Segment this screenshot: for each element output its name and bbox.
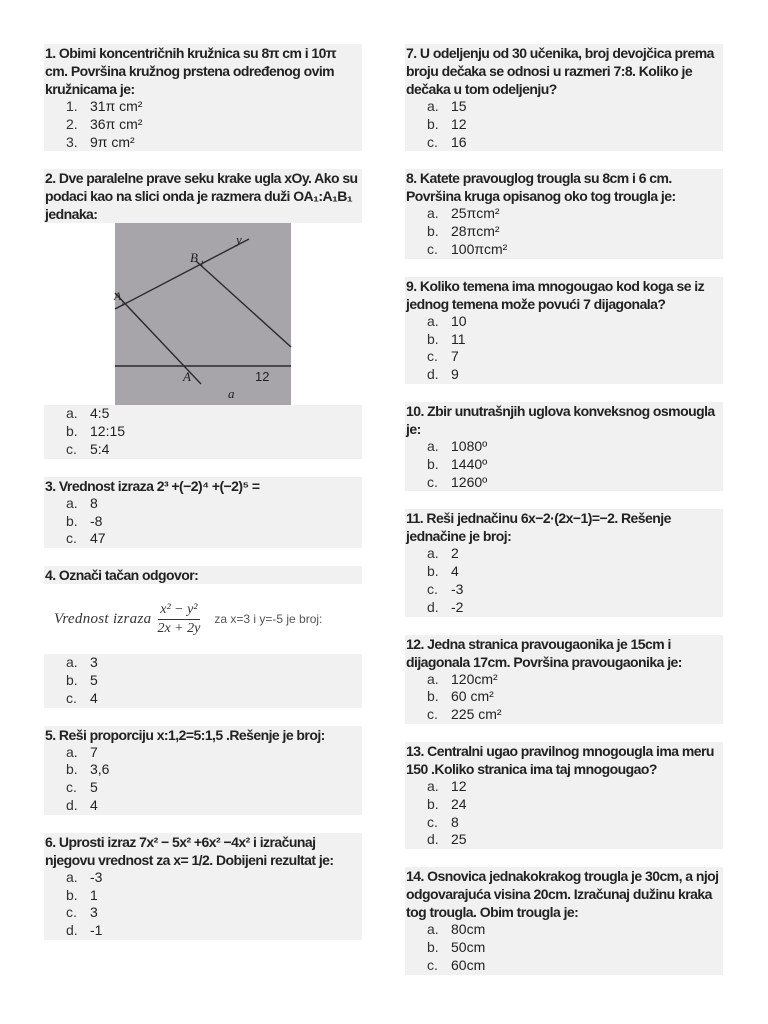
option-text: 15 (451, 98, 467, 114)
option-text: 12 (451, 777, 467, 794)
option-text: 9 (451, 366, 459, 383)
option-text: 12 (451, 115, 467, 132)
answer-option[interactable] (405, 957, 723, 975)
answer-options (405, 313, 723, 384)
answer-option[interactable] (44, 530, 362, 548)
question-1 (44, 44, 362, 151)
option-text: 16 (451, 133, 467, 150)
question-11 (405, 509, 723, 616)
option-text: 50cm (451, 938, 486, 955)
option-marker: 2. (66, 115, 78, 132)
label-a: A (183, 369, 191, 385)
angle-figure-drawing (115, 223, 291, 405)
answer-option[interactable] (405, 796, 723, 814)
answer-options (44, 654, 362, 707)
answer-option[interactable] (44, 869, 362, 887)
option-marker: b. (427, 938, 439, 955)
answer-option[interactable] (44, 797, 362, 815)
option-marker: b. (427, 223, 439, 240)
answer-option[interactable] (405, 348, 723, 366)
option-marker: b. (427, 563, 439, 580)
question-6 (44, 833, 362, 940)
option-marker: a. (427, 205, 439, 222)
formula-tail-text: za x=3 i y=-5 je broj: (214, 612, 323, 627)
right-question-column (405, 44, 723, 993)
answer-options (405, 438, 723, 491)
label-a1-subscript: 1 (121, 300, 125, 309)
option-text: 25πcm² (451, 205, 500, 222)
answer-option[interactable] (405, 688, 723, 706)
option-text: 36π cm² (90, 115, 143, 132)
option-text: 8 (451, 813, 459, 830)
question-text: 14. Osnovica jednakokrakog trougla je 30cm, a njoj odgovarajuća visina 20cm. Izračunaj dužinu kraka tog trougla. Obim trougla je: (405, 867, 723, 921)
answer-option[interactable] (405, 313, 723, 331)
option-text: 1 (90, 886, 98, 903)
option-marker: c. (427, 580, 438, 597)
answer-option[interactable] (44, 513, 362, 531)
label-12: 12 (255, 369, 270, 385)
answer-option[interactable] (405, 366, 723, 384)
option-marker: a. (427, 921, 439, 938)
option-text: 5 (90, 779, 98, 796)
answer-options (405, 921, 723, 974)
label-y: y (236, 232, 242, 248)
question-5 (44, 726, 362, 815)
label-b1-subscript: 1 (200, 259, 204, 269)
option-text: 24 (451, 795, 467, 812)
option-marker: 1. (66, 98, 78, 114)
answer-option[interactable] (44, 672, 362, 690)
option-text: 120cm² (451, 670, 498, 687)
answer-option[interactable] (44, 922, 362, 940)
answer-option[interactable] (44, 405, 362, 423)
option-marker: b. (427, 795, 439, 812)
answer-options (405, 671, 723, 724)
option-text: 5 (90, 671, 98, 688)
question-text: 11. Reši jednačinu 6x−2·(2x−1)=−2. Rešenje jednačine je broj: (405, 509, 723, 545)
option-marker: b. (66, 512, 78, 529)
label-a1: A (114, 289, 122, 304)
option-text: 3,6 (90, 761, 110, 778)
answer-option[interactable] (44, 779, 362, 797)
answer-option[interactable] (44, 98, 362, 116)
option-text: -8 (90, 512, 103, 529)
answer-option[interactable] (405, 438, 723, 456)
option-marker: d. (66, 796, 78, 813)
option-marker: a. (427, 777, 439, 794)
answer-option[interactable] (405, 205, 723, 223)
question-text: 1. Obimi koncentričnih kružnica su 8π cm i 10π cm. Površina kružnog prstena određenog ovim kružnicama je: (44, 44, 362, 98)
option-marker: b. (66, 671, 78, 688)
option-text: 4 (90, 796, 98, 813)
answer-options (44, 98, 362, 151)
question-text: 2. Dve paralelne prave seku krake ugla xOy. Ako su podaci kao na slici onda je razmera duži OA₁:A₁B₁ jednaka: (44, 169, 362, 223)
answer-option[interactable] (405, 778, 723, 796)
answer-option[interactable] (44, 761, 362, 779)
option-marker: a. (427, 437, 439, 454)
question-3 (44, 477, 362, 548)
answer-options (405, 545, 723, 616)
answer-options (405, 778, 723, 849)
question-13 (405, 742, 723, 849)
option-text: -2 (451, 598, 464, 615)
fraction (157, 602, 200, 637)
option-text: 3 (90, 904, 98, 921)
option-marker: d. (66, 922, 78, 939)
answer-option[interactable] (405, 545, 723, 563)
angle-figure-photo (115, 223, 291, 405)
option-text: -3 (90, 868, 103, 885)
option-text: 60cm (451, 956, 486, 973)
answer-option[interactable] (44, 744, 362, 762)
answer-options (44, 405, 362, 458)
option-marker: a. (427, 312, 439, 329)
option-marker: c. (427, 240, 438, 257)
oblique-ray-line (115, 239, 249, 309)
option-marker: c. (427, 133, 438, 150)
answer-option[interactable] (44, 887, 362, 905)
answer-option[interactable] (405, 599, 723, 617)
question-12 (405, 635, 723, 724)
option-text: 1080º (451, 437, 488, 454)
question-text: 10. Zbir unutrašnjih uglova konveksnog osmougla je: (405, 402, 723, 438)
option-marker: a. (66, 868, 78, 885)
option-marker: d. (427, 366, 439, 383)
option-marker: b. (66, 761, 78, 778)
answer-option[interactable] (405, 241, 723, 259)
option-marker: b. (66, 423, 78, 440)
option-marker: 3. (66, 133, 78, 150)
answer-option[interactable] (405, 116, 723, 134)
option-text: 25 (451, 831, 467, 848)
question-4 (44, 566, 362, 707)
question-text: 9. Koliko temena ima mnogougao kod koga se iz jednog temena može povući 7 dijagonala? (405, 277, 723, 313)
question-text: 4. Označi tačan odgovor: (44, 566, 362, 584)
option-text: 7 (451, 348, 459, 365)
answer-option[interactable] (405, 331, 723, 349)
option-marker: c. (427, 348, 438, 365)
option-marker: c. (66, 904, 77, 921)
option-marker: c. (427, 956, 438, 973)
answer-option[interactable] (44, 423, 362, 441)
option-marker: b. (427, 115, 439, 132)
option-text: 100πcm² (451, 240, 508, 257)
answer-option[interactable] (405, 671, 723, 689)
question-text: 13. Centralni ugao pravilnog mnogougla ima meru 150 .Koliko stranica ima taj mnogougao? (405, 742, 723, 778)
label-b1: B (190, 250, 198, 266)
question-text: 12. Jedna stranica pravougaonika je 15cm i dijagonala 17cm. Površina pravougaonika je: (405, 635, 723, 671)
option-text: 10 (451, 312, 467, 329)
option-marker: a. (66, 494, 78, 511)
option-text: 1440º (451, 455, 488, 472)
option-text: 5:4 (90, 440, 110, 457)
answer-option[interactable] (405, 921, 723, 939)
option-text: 31π cm² (90, 98, 143, 114)
answer-option[interactable] (405, 831, 723, 849)
option-marker: b. (66, 886, 78, 903)
option-text: 12:15 (90, 423, 126, 440)
option-text: -3 (451, 580, 464, 597)
answer-option[interactable] (44, 134, 362, 152)
answer-options (44, 869, 362, 940)
answer-option[interactable] (44, 495, 362, 513)
parallel-line-b (196, 261, 291, 347)
answer-option[interactable] (405, 223, 723, 241)
option-marker: d. (427, 831, 439, 848)
answer-option[interactable] (44, 904, 362, 922)
option-text: 47 (90, 530, 106, 547)
option-marker: b. (427, 455, 439, 472)
option-text: 4 (451, 563, 459, 580)
answer-option[interactable] (44, 690, 362, 708)
option-text: -1 (90, 922, 103, 939)
option-text: 28πcm² (451, 223, 500, 240)
option-marker: b. (427, 330, 439, 347)
answer-options (44, 495, 362, 548)
option-marker: c. (66, 440, 77, 457)
option-marker: a. (66, 654, 78, 671)
option-text: 11 (451, 330, 466, 347)
option-text: 4 (90, 689, 98, 706)
answer-option[interactable] (405, 134, 723, 152)
answer-options (405, 98, 723, 151)
option-marker: c. (66, 530, 77, 547)
option-marker: a. (427, 545, 439, 562)
question-text: 5. Reši proporciju x:1,2=5:1,5 .Rešenje je broj: (44, 726, 362, 744)
answer-option[interactable] (44, 441, 362, 459)
option-text: 9π cm² (90, 133, 135, 150)
answer-options (44, 744, 362, 815)
option-text: 8 (90, 494, 98, 511)
option-text: 225 cm² (451, 706, 502, 723)
answer-option[interactable] (405, 474, 723, 492)
answer-option[interactable] (405, 581, 723, 599)
answer-option[interactable] (405, 706, 723, 724)
label-alpha: a (228, 386, 235, 402)
answer-option[interactable] (405, 456, 723, 474)
question-14 (405, 867, 723, 974)
question-text: 3. Vrednost izraza 2³ +(−2)⁴ +(−2)⁵ = (44, 477, 362, 495)
option-text: 1260º (451, 473, 488, 490)
option-marker: c. (66, 779, 77, 796)
fraction-numerator: x² − y² (158, 602, 199, 620)
fraction-denominator: 2x + 2y (157, 620, 201, 636)
left-question-column (44, 44, 362, 958)
answer-option[interactable] (405, 814, 723, 832)
question-text: 6. Uprosti izraz 7x² − 5x² +6x² −4x² i izračunaj njegovu vrednost za x= 1/2. Dobijeni rezultat je: (44, 833, 362, 869)
formula-image (54, 594, 362, 644)
answer-option[interactable] (405, 563, 723, 581)
question-text: 7. U odeljenju od 30 učenika, broj devojčica prema broju dečaka se odnosi u razmeri 7:8. Koliko je dečaka u tom odeljenju? (405, 44, 723, 98)
option-marker: a. (427, 98, 439, 114)
option-marker: c. (427, 473, 438, 490)
option-marker: c. (66, 689, 77, 706)
option-text: 2 (451, 545, 459, 562)
option-text: 3 (90, 654, 98, 671)
option-marker: a. (427, 670, 439, 687)
question-text: 8. Katete pravouglog trougla su 8cm i 6 cm. Površina kruga opisanog oko tog trougla je: (405, 169, 723, 205)
option-text: 7 (90, 743, 98, 760)
option-marker: a. (66, 405, 78, 422)
answer-options (405, 205, 723, 258)
option-marker: b. (427, 688, 439, 705)
option-marker: c. (427, 813, 438, 830)
option-text: 60 cm² (451, 688, 494, 705)
answer-option[interactable] (44, 654, 362, 672)
question-9 (405, 277, 723, 384)
option-marker: c. (427, 706, 438, 723)
option-text: 80cm (451, 921, 486, 938)
answer-option[interactable] (44, 116, 362, 134)
question-2 (44, 169, 362, 458)
formula-lead-text: Vrednost izraza (54, 610, 152, 627)
option-text: 4:5 (90, 405, 110, 422)
question-8 (405, 169, 723, 258)
answer-option[interactable] (405, 939, 723, 957)
option-marker: a. (66, 743, 78, 760)
answer-option[interactable] (405, 98, 723, 116)
question-10 (405, 402, 723, 491)
option-marker: d. (427, 598, 439, 615)
question-7 (405, 44, 723, 151)
